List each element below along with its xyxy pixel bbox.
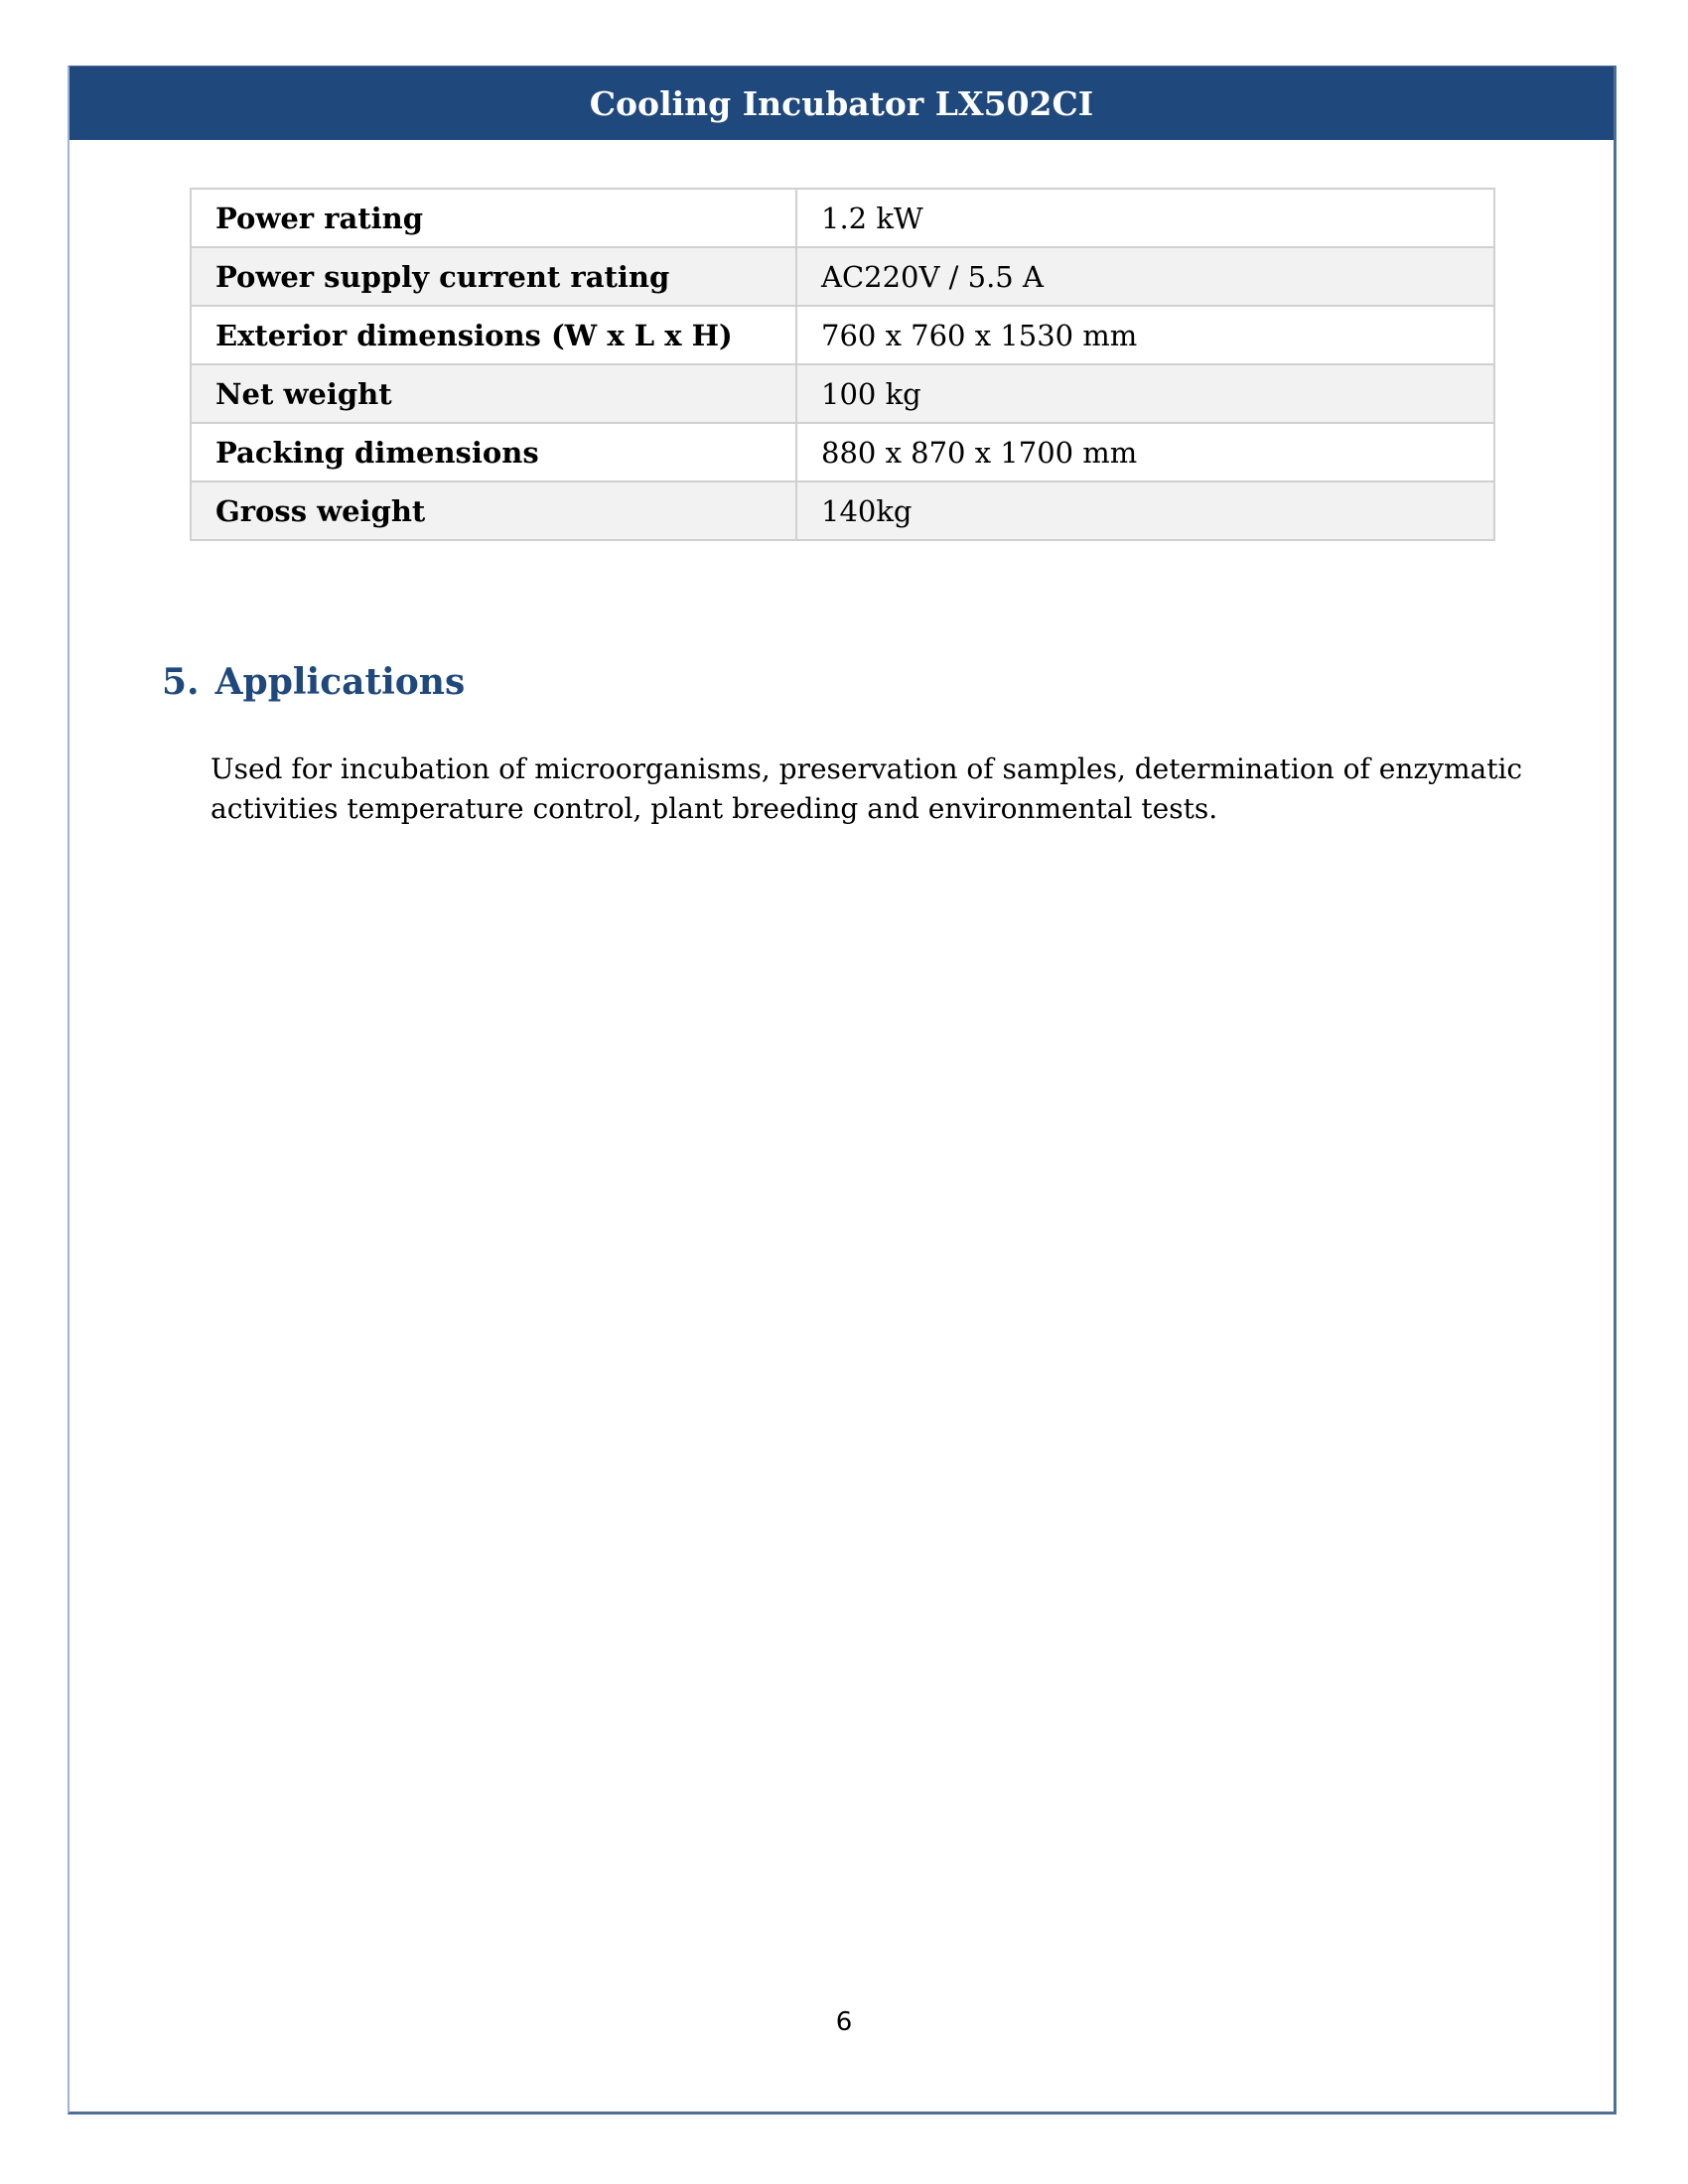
spec-value: 1.2 kW: [796, 189, 1494, 247]
table-row: [191, 364, 1494, 423]
spec-label: Net weight: [191, 364, 796, 423]
document-title: Cooling Incubator LX502CI: [589, 83, 1094, 123]
specifications-table: [190, 188, 1495, 541]
table-row: [191, 306, 1494, 364]
spec-label: Gross weight: [191, 481, 796, 540]
spec-label: Power supply current rating: [191, 247, 796, 306]
table-row: [191, 423, 1494, 481]
spec-label: Power rating: [191, 189, 796, 247]
table-row: [191, 247, 1494, 306]
spec-value: 140kg: [796, 481, 1494, 540]
spec-value: AC220V / 5.5 A: [796, 247, 1494, 306]
section-heading: [162, 661, 465, 703]
spec-value: 760 x 760 x 1530 mm: [796, 306, 1494, 364]
spec-label: Packing dimensions: [191, 423, 796, 481]
title-bar: [70, 67, 1614, 140]
spec-label: Exterior dimensions (W x L x H): [191, 306, 796, 364]
spec-value: 100 kg: [796, 364, 1494, 423]
table-row: [191, 481, 1494, 540]
table-row: [191, 189, 1494, 247]
section-number: 5.: [162, 661, 200, 703]
section-body-text: Used for incubation of microorganisms, preservation of samples, determination of enzymatic activities temperature control, plant breeding and environmental tests.: [211, 752, 1523, 825]
page-number: 6: [835, 2007, 853, 2037]
section-title: Applications: [214, 661, 466, 703]
spec-value: 880 x 870 x 1700 mm: [796, 423, 1494, 481]
